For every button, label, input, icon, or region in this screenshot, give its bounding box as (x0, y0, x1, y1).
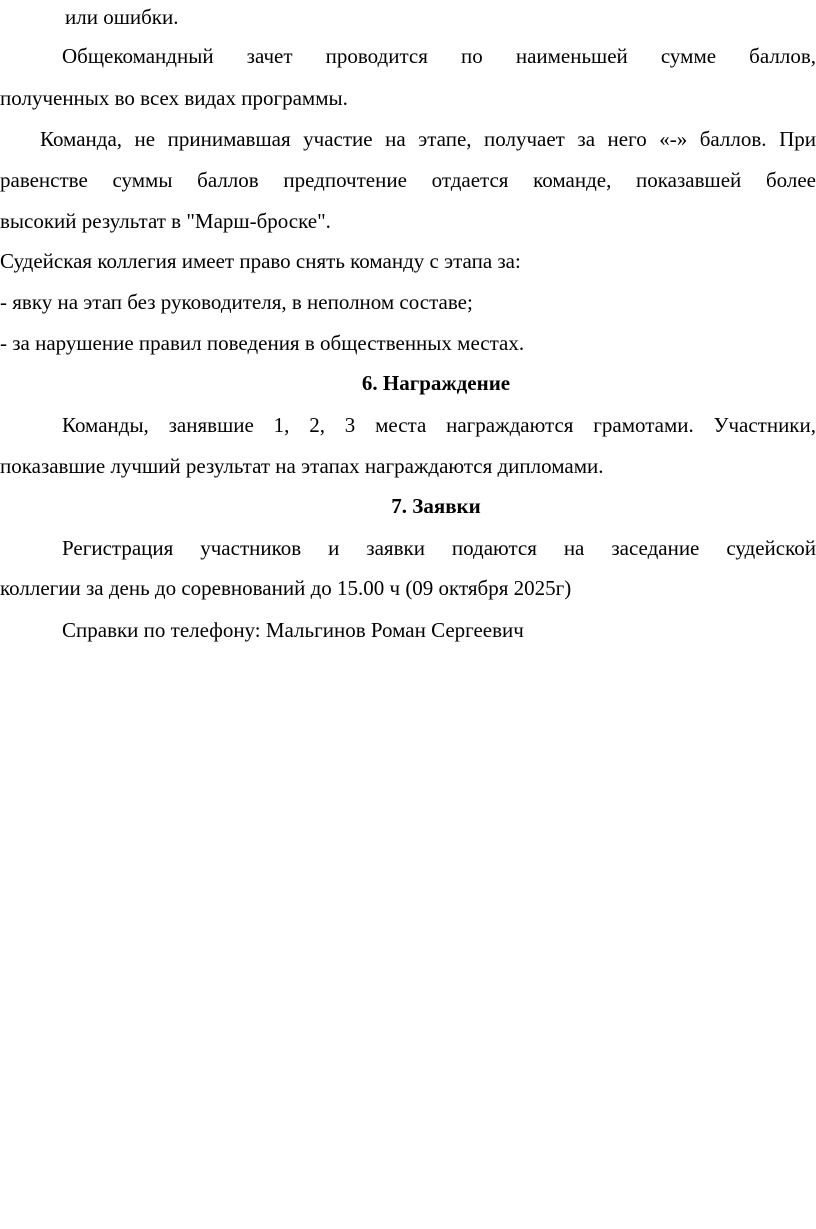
text-line: Судейская коллегия имеет право снять команду с этапа за: (0, 249, 521, 273)
text-line: Регистрация участников и заявки подаются на заседание судейской (62, 536, 816, 560)
section-heading-awards: 6. Награждение (361, 371, 511, 395)
contact-line: Справки по телефону: Мальгинов Роман Сергеевич (62, 618, 524, 642)
text-line: Команда, не принимавшая участие на этапе, получает за него «-» баллов. При (40, 127, 816, 151)
text-line: или ошибки. (65, 5, 179, 29)
text-line: равенстве суммы баллов предпочтение отдается команде, показавшей более (0, 168, 816, 192)
text-line: Общекомандный зачет проводится по наименьшей сумме баллов, (62, 44, 816, 68)
list-item: - за нарушение правил поведения в общественных местах. (0, 331, 525, 355)
text-line: полученных во всех видах программы. (0, 86, 348, 110)
text-line: коллегии за день до соревнований до 15.00 ч (09 октября 2025г) (0, 576, 572, 600)
list-item: - явку на этап без руководителя, в неполном составе; (0, 290, 473, 314)
text-line: Команды, занявшие 1, 2, 3 места награждаются грамотами. Участники, (62, 413, 816, 437)
text-line: показавшие лучший результат на этапах награждаются дипломами. (0, 454, 604, 478)
section-heading-applications: 7. Заявки (391, 494, 481, 518)
text-line: высокий результат в "Марш-броске". (0, 209, 331, 233)
